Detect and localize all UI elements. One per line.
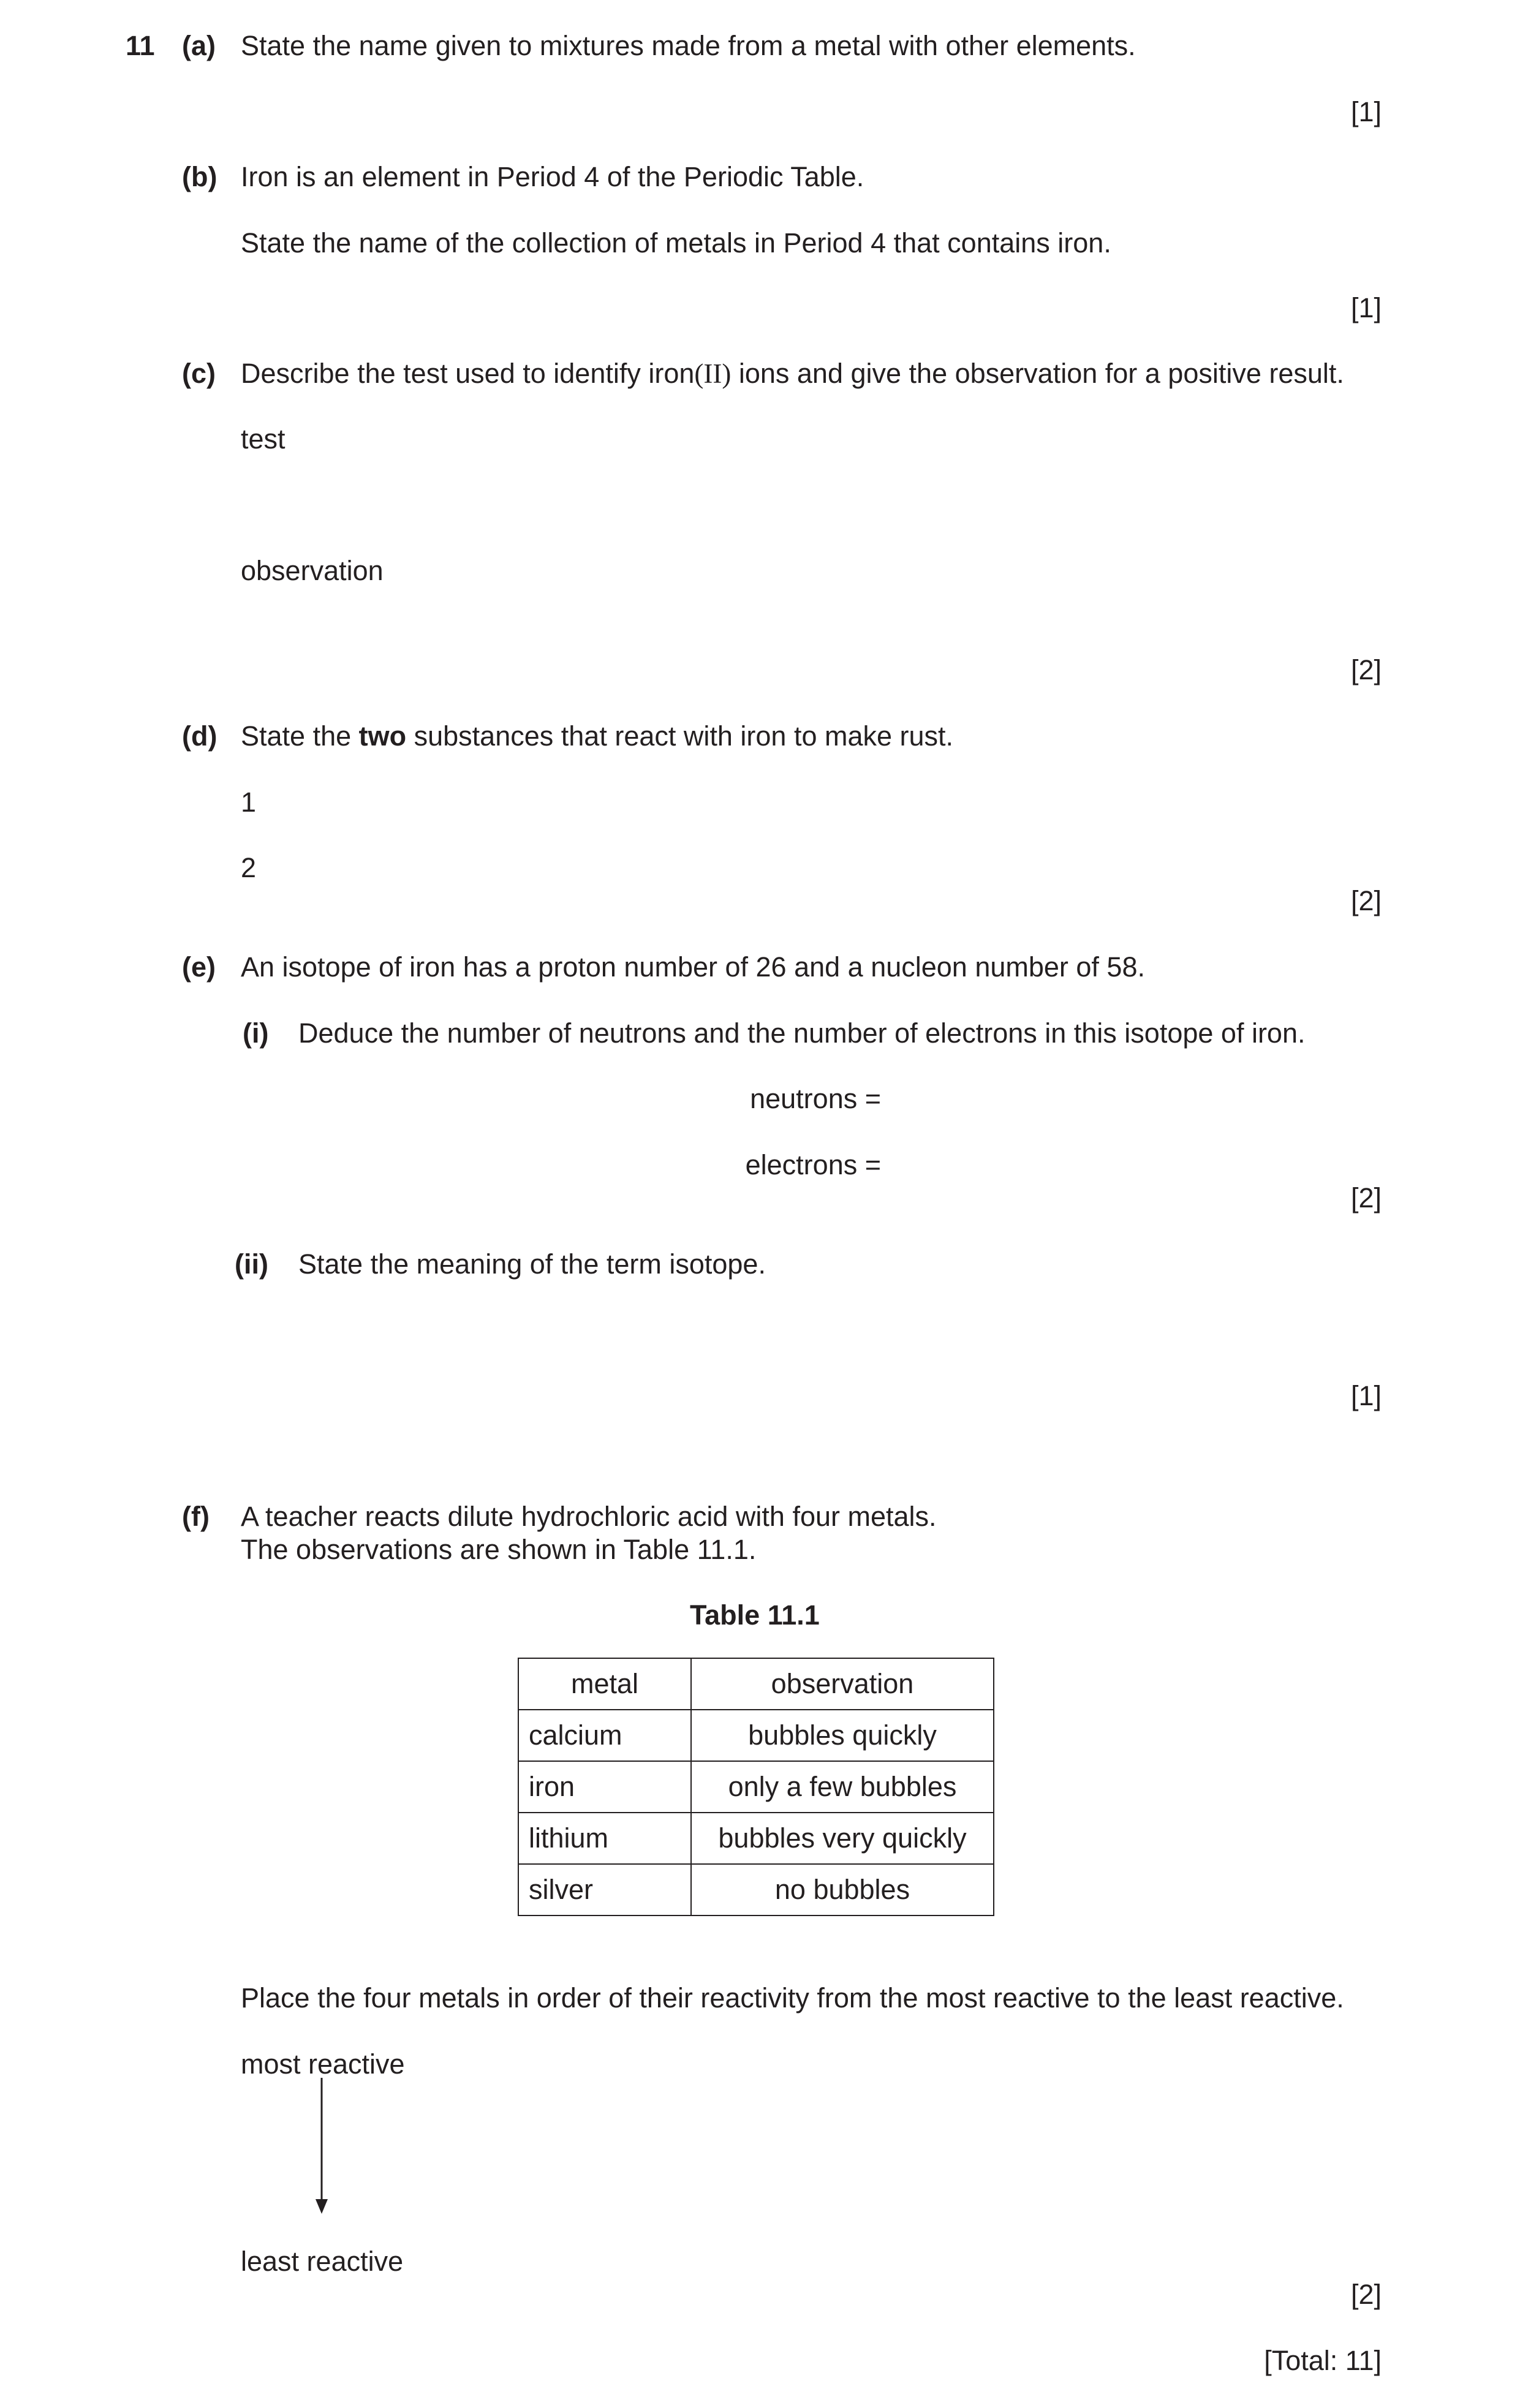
electrons-answer-line[interactable] [893, 1149, 1382, 1182]
test-answer-line-2[interactable] [241, 489, 1382, 522]
reactivity-arrow-icon [309, 2077, 334, 2217]
oxidation-state: (II) [694, 358, 732, 389]
part-f-prompt: Place the four metals in order of their reactivity from the most reactive to the least reactive. [241, 1982, 1344, 2014]
part-e-context: An isotope of iron has a proton number of 26 and a nucleon number of 58. [241, 951, 1145, 983]
part-e-label: (e) [182, 951, 216, 983]
table-cell-observation: bubbles very quickly [691, 1813, 994, 1864]
isotope-answer-line[interactable] [304, 1313, 1382, 1346]
table-cell-metal: iron [518, 1761, 691, 1813]
part-a-label: (a) [182, 30, 216, 61]
part-e-ii-label: (ii) [235, 1248, 268, 1280]
part-b-mark: [1] [1350, 292, 1382, 323]
part-b-prompt: State the name of the collection of metals in Period 4 that contains iron. [241, 227, 1111, 259]
table-header-metal: metal [518, 1658, 691, 1710]
reactivity-answer-line-2[interactable] [421, 2113, 1382, 2146]
table-cell-metal: silver [518, 1864, 691, 1915]
part-b-label: (b) [182, 161, 217, 192]
table-cell-observation: no bubbles [691, 1864, 994, 1915]
part-a-prompt: State the name given to mixtures made from a metal with other elements. [241, 30, 1136, 61]
isotope-answer-line-2[interactable] [304, 1380, 1333, 1413]
table-cell-observation: only a few bubbles [691, 1761, 994, 1813]
reactivity-answer-line-4[interactable] [421, 2245, 1382, 2278]
test-label: test [241, 423, 285, 455]
part-d-prompt-start: State the [241, 720, 359, 752]
part-e-ii-mark: [1] [1350, 1380, 1382, 1411]
part-b-answer-line[interactable] [241, 292, 1333, 325]
part-e-i-label: (i) [243, 1017, 269, 1049]
table-cell-metal: lithium [518, 1813, 691, 1864]
rust-item-2-answer-line[interactable] [263, 851, 1382, 885]
question-number: 11 [126, 30, 155, 61]
rust-item-1-number: 1 [241, 787, 257, 818]
part-d-label: (d) [182, 720, 217, 752]
table-cell-observation: bubbles quickly [691, 1710, 994, 1761]
part-c-prompt-end: ions and give the observation for a positive result. [731, 358, 1344, 389]
table-row [518, 1710, 994, 1761]
part-b-context: Iron is an element in Period 4 of the Periodic Table. [241, 161, 864, 192]
part-a-answer-line[interactable] [241, 96, 1333, 129]
part-a-mark: [1] [1350, 96, 1382, 127]
table-row [518, 1813, 994, 1864]
part-f-context-2: The observations are shown in Table 11.1. [241, 1534, 757, 1565]
neutrons-label: neutrons = [750, 1083, 881, 1114]
part-c-prompt-start: Describe the test used to identify iron [241, 358, 695, 389]
part-e-ii-prompt: State the meaning of the term isotope. [298, 1248, 766, 1280]
observation-answer-line-2[interactable] [241, 621, 1382, 654]
table-row [518, 1761, 994, 1813]
part-d-prompt [241, 720, 953, 753]
most-reactive-label: most reactive [241, 2048, 405, 2080]
observation-label: observation [241, 555, 384, 586]
observations-table [518, 1658, 994, 1916]
least-reactive-label: least reactive [241, 2246, 404, 2277]
table-row [518, 1864, 994, 1915]
test-answer-line[interactable] [296, 423, 1382, 456]
part-f-mark: [2] [1350, 2279, 1382, 2310]
part-c-label: (c) [182, 358, 216, 389]
part-f-context: A teacher reacts dilute hydrochloric acid with four metals. [241, 1501, 937, 1532]
reactivity-answer-line-3[interactable] [421, 2180, 1382, 2213]
part-d-mark: [2] [1350, 885, 1382, 916]
table-header-observation: observation [691, 1658, 994, 1710]
neutrons-answer-line[interactable] [893, 1082, 1382, 1115]
rust-item-2-number: 2 [241, 852, 257, 883]
table-cell-metal: calcium [518, 1710, 691, 1761]
part-e-i-mark: [2] [1350, 1182, 1382, 1213]
table-title: Table 11.1 [690, 1599, 820, 1631]
rust-item-1-answer-line[interactable] [263, 786, 1382, 819]
part-c-mark: [2] [1350, 654, 1382, 685]
part-e-i-prompt: Deduce the number of neutrons and the number of electrons in this isotope of iron. [298, 1017, 1306, 1049]
part-d-prompt-end: substances that react with iron to make rust. [406, 720, 954, 752]
part-f-label: (f) [182, 1501, 210, 1532]
observation-answer-line[interactable] [397, 554, 1382, 587]
part-d-emphasis: two [358, 720, 407, 752]
table-header-row [518, 1658, 994, 1710]
question-total: [Total: 11] [1264, 2345, 1382, 2376]
part-c-prompt [241, 357, 1344, 390]
reactivity-answer-line-1[interactable] [421, 2048, 1382, 2081]
electrons-label: electrons = [745, 1149, 881, 1180]
